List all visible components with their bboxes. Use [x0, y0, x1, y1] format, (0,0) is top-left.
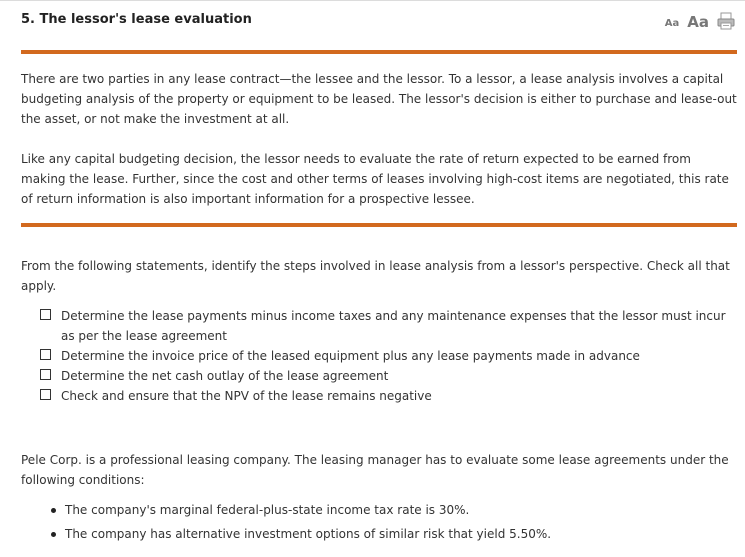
section-divider — [21, 223, 737, 227]
font-size-large-button[interactable]: Aa — [687, 13, 709, 31]
checkbox-option[interactable] — [40, 386, 740, 406]
checkbox[interactable] — [40, 309, 51, 320]
print-icon — [717, 12, 735, 30]
checkbox-list — [40, 306, 740, 406]
list-item — [21, 500, 739, 524]
checkbox-option[interactable] — [40, 346, 740, 366]
checkbox-option[interactable] — [40, 306, 740, 346]
checkbox[interactable] — [40, 349, 51, 360]
checkbox-option[interactable] — [40, 366, 740, 386]
scenario-intro: Pele Corp. is a professional leasing company. The leasing manager has to evaluate some lease agreements under the following conditions: — [21, 453, 729, 487]
section-divider — [21, 50, 737, 54]
top-border — [0, 0, 745, 1]
condition-text: The company's marginal federal-plus-state income tax rate is 30%. — [65, 503, 470, 517]
bullet-icon — [51, 532, 56, 537]
condition-text: The company has alternative investment options of similar risk that yield 5.50%. — [65, 527, 552, 541]
bullet-icon — [51, 508, 56, 513]
checkbox-label: Determine the lease payments minus income taxes and any maintenance expenses that the lessor must incur as per the lease agreement — [61, 309, 726, 343]
checkbox[interactable] — [40, 389, 51, 400]
checkbox-label: Determine the net cash outlay of the lease agreement — [61, 369, 389, 383]
checkbox[interactable] — [40, 369, 51, 380]
toolbar — [665, 12, 735, 30]
page-title: 5. The lessor's lease evaluation — [21, 12, 252, 27]
print-button[interactable] — [717, 12, 735, 30]
checkbox-label: Check and ensure that the NPV of the lease remains negative — [61, 389, 432, 403]
intro-paragraph-2: Like any capital budgeting decision, the lessor needs to evaluate the rate of return expected to be earned from making the lease. Further, since the cost and other terms of leases involving high-cost items are negotiated, this rate of return information is also important information for a prospective lessee. — [21, 152, 729, 206]
checkbox-label: Determine the invoice price of the leased equipment plus any lease payments made in advance — [61, 349, 640, 363]
font-size-small-button[interactable]: Aa — [664, 18, 680, 29]
conditions-list — [21, 500, 739, 548]
intro-paragraph-1: There are two parties in any lease contract—the lessee and the lessor. To a lessor, a lease analysis involves a capital budgeting analysis of the property or equipment to be leased. The lessor's decision is either to purchase and lease-out the asset, or not make the investment at all. — [21, 72, 737, 126]
list-item — [21, 524, 739, 548]
question-prompt: From the following statements, identify the steps involved in lease analysis from a lessor's perspective. Check all that apply. — [21, 259, 730, 293]
